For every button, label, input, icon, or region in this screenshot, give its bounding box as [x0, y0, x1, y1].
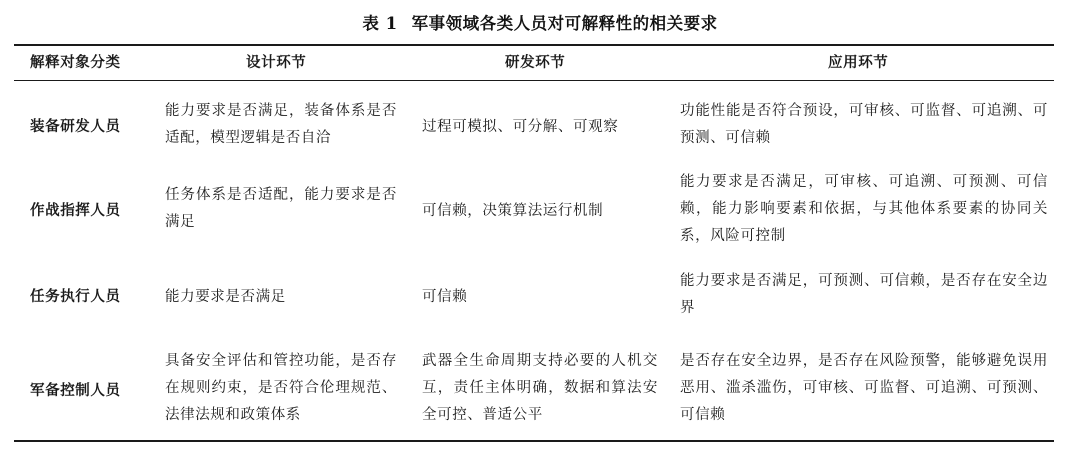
row-4-development: 武器全生命周期支持必要的人机交互，责任主体明确，数据和算法安全可控、普适公平: [422, 353, 658, 423]
row-4-application: 是否存在安全边界，是否存在风险预警，能够避免误用恶用、滥杀滥伤，可审核、可监督、可追溯、可预测、可信赖: [680, 353, 1048, 423]
table-title: 军事领域各类人员对可解释性的相关要求: [411, 14, 718, 33]
row-1-design: 能力要求是否满足，装备体系是否适配，模型逻辑是否自洽: [165, 103, 397, 146]
row-4-category: 军备控制人员: [30, 383, 121, 399]
table-caption: [0, 10, 1080, 34]
header-development: 研发环节: [505, 55, 566, 71]
row-3-application: 能力要求是否满足，可预测、可信赖，是否存在安全边界: [680, 273, 1048, 316]
row-1-development: 过程可模拟、可分解、可观察: [422, 119, 619, 135]
row-2-development: 可信赖，决策算法运行机制: [422, 203, 604, 219]
header-category: 解释对象分类: [30, 55, 121, 71]
header-design: 设计环节: [246, 55, 307, 71]
row-3-category: 任务执行人员: [30, 289, 121, 305]
header-application: 应用环节: [828, 55, 889, 71]
bottom-rule: [14, 440, 1054, 442]
row-4-design: 具备安全评估和管控功能，是否存在规则约束，是否符合伦理规范、法律法规和政策体系: [165, 353, 397, 423]
top-rule: [14, 44, 1054, 46]
header-rule: [14, 80, 1054, 81]
row-2-category: 作战指挥人员: [30, 203, 121, 219]
row-3-development: 可信赖: [422, 289, 468, 305]
row-2-design: 任务体系是否适配，能力要求是否满足: [165, 187, 397, 230]
table-number: 表 1: [362, 14, 398, 33]
row-2-application: 能力要求是否满足，可审核、可追溯、可预测、可信赖，能力影响要素和依据，与其他体系要素的协同关系，风险可控制: [680, 174, 1048, 244]
row-1-category: 装备研发人员: [30, 119, 121, 135]
row-3-design: 能力要求是否满足: [165, 289, 286, 305]
row-1-application: 功能性能是否符合预设，可审核、可监督、可追溯、可预测、可信赖: [680, 103, 1048, 146]
